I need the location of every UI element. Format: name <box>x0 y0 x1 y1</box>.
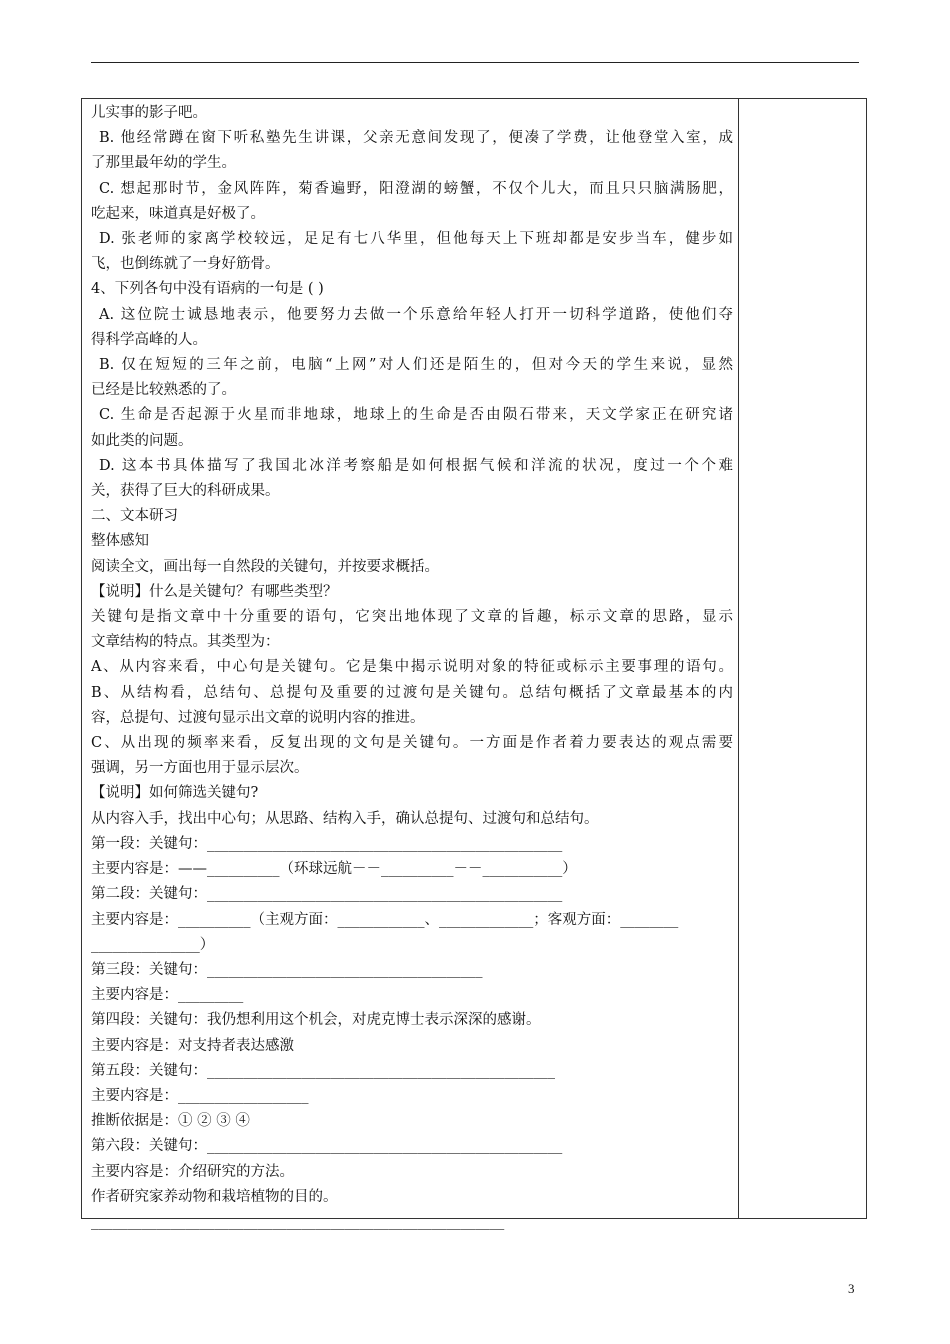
text-line: 儿实事的影子吧。 <box>91 105 207 121</box>
notes-column-divider <box>738 99 739 1218</box>
text-line: C、从出现的频率来看，反复出现的文句是关键句。一方面是作者着力要表达的观点需要 <box>91 735 733 752</box>
text-line: 推断依据是：① ② ③ ④ <box>91 1113 250 1130</box>
text-line: D. 这本书具体描写了我国北冰洋考察船是如何根据气候和洋流的状况，度过一个个难 <box>99 457 733 474</box>
text-line: 第二段：关键句：_________________________________________________ <box>91 886 563 903</box>
text-line: 飞，也倒练就了一身好筋骨。 <box>91 256 280 273</box>
text-line: A. 这位院士诚恳地表示，他要努力去做一个乐意给年轻人打开一切科学道路，使他们夺 <box>99 306 733 323</box>
text-line: B. 仅在短短的三年之前，电脑“上网”对人们还是陌生的，但对今天的学生来说，显然 <box>99 357 733 374</box>
text-line: A、从内容来看，中心句是关键句。它是集中揭示说明对象的特征或标示主要事理的语句。 <box>91 659 733 676</box>
text-line: 吃起来，味道真是好极了。 <box>91 205 265 222</box>
text-line: 作者研究家养动物和栽培植物的目的。 <box>91 1188 338 1205</box>
text-line: 已经是比较熟悉的了。 <box>91 382 236 399</box>
text-line: _______________） <box>91 936 215 953</box>
text-line: B. 他经常蹲在窗下听私塾先生讲课，父亲无意间发现了，便凑了学费，让他登堂入室，成 <box>99 130 733 147</box>
text-line: D. 张老师的家离学校较远，足足有七八华里，但他每天上下班却都是安步当车，健步如 <box>99 231 733 248</box>
text-line: 第一段：关键句：_________________________________________________ <box>91 835 563 852</box>
text-line: 主要内容是：_________ <box>91 987 244 1004</box>
text-line: 第五段：关键句：________________________________________________ <box>91 1062 555 1079</box>
text-line: 强调，另一方面也用于显示层次。 <box>91 760 309 777</box>
text-line: 第四段：关键句：我仍想利用这个机会，对虎克博士表示深深的感谢。 <box>91 1012 541 1029</box>
text-line: 主要内容是：对支持者表达感激 <box>91 1037 294 1054</box>
text-line: 4、下列各句中没有语病的一句是 ( ) <box>91 281 324 298</box>
text-line: 容，总提句、过渡句显示出文章的说明内容的推进。 <box>91 709 425 726</box>
text-line: 主要内容是：——__________（环球远航－－__________－－___________） <box>91 861 577 878</box>
text-line: B、从结构看，总结句、总提句及重要的过渡句是关键句。总结句概括了文章最基本的内 <box>91 684 733 701</box>
text-line: 主要内容是：介绍研究的方法。 <box>91 1163 294 1180</box>
text-line: 文章结构的特点。其类型为： <box>91 634 280 651</box>
text-line: 从内容入手，找出中心句；从思路、结构入手，确认总提句、过渡句和总结句。 <box>91 810 599 827</box>
text-line: C. 生命是否起源于火星而非地球，地球上的生命是否由陨石带来，天文学家正在研究诸 <box>99 407 733 424</box>
text-line: 二、文本研习 <box>91 508 178 525</box>
text-line: 关键句是指文章中十分重要的语句，它突出地体现了文章的旨趣，标示文章的思路，显示 <box>91 609 733 626</box>
text-line: 第三段：关键句：______________________________________ <box>91 961 483 978</box>
text-line: 阅读全文，画出每一自然段的关键句，并按要求概括。 <box>91 558 439 575</box>
text-line: 【说明】如何筛选关键句? <box>91 785 259 802</box>
text-line: 主要内容是：__________（主观方面：____________、_____________；客观方面：________ <box>91 911 679 928</box>
text-line: 关，获得了巨大的科研成果。 <box>91 483 280 500</box>
worksheet-content <box>91 101 733 1235</box>
text-line: C. 想起那时节，金风阵阵，菊香遍野，阳澄湖的螃蟹，不仅个儿大，而且只只脑满肠肥， <box>99 180 733 197</box>
page-number: 3 <box>848 1281 855 1296</box>
text-line: 如此类的问题。 <box>91 432 193 449</box>
text-line: _________________________________________________________ <box>91 1213 505 1230</box>
header-rule <box>91 62 859 63</box>
text-line: 【说明】什么是关键句？有哪些类型？ <box>91 583 338 600</box>
text-line: 整体感知 <box>91 533 149 550</box>
worksheet-table <box>81 98 867 1230</box>
text-line: 主要内容是：__________________ <box>91 1087 309 1104</box>
text-line: 第六段：关键句：_________________________________________________ <box>91 1138 563 1155</box>
text-line: 得科学高峰的人。 <box>91 331 207 348</box>
text-line: 了那里最年幼的学生。 <box>91 155 236 172</box>
